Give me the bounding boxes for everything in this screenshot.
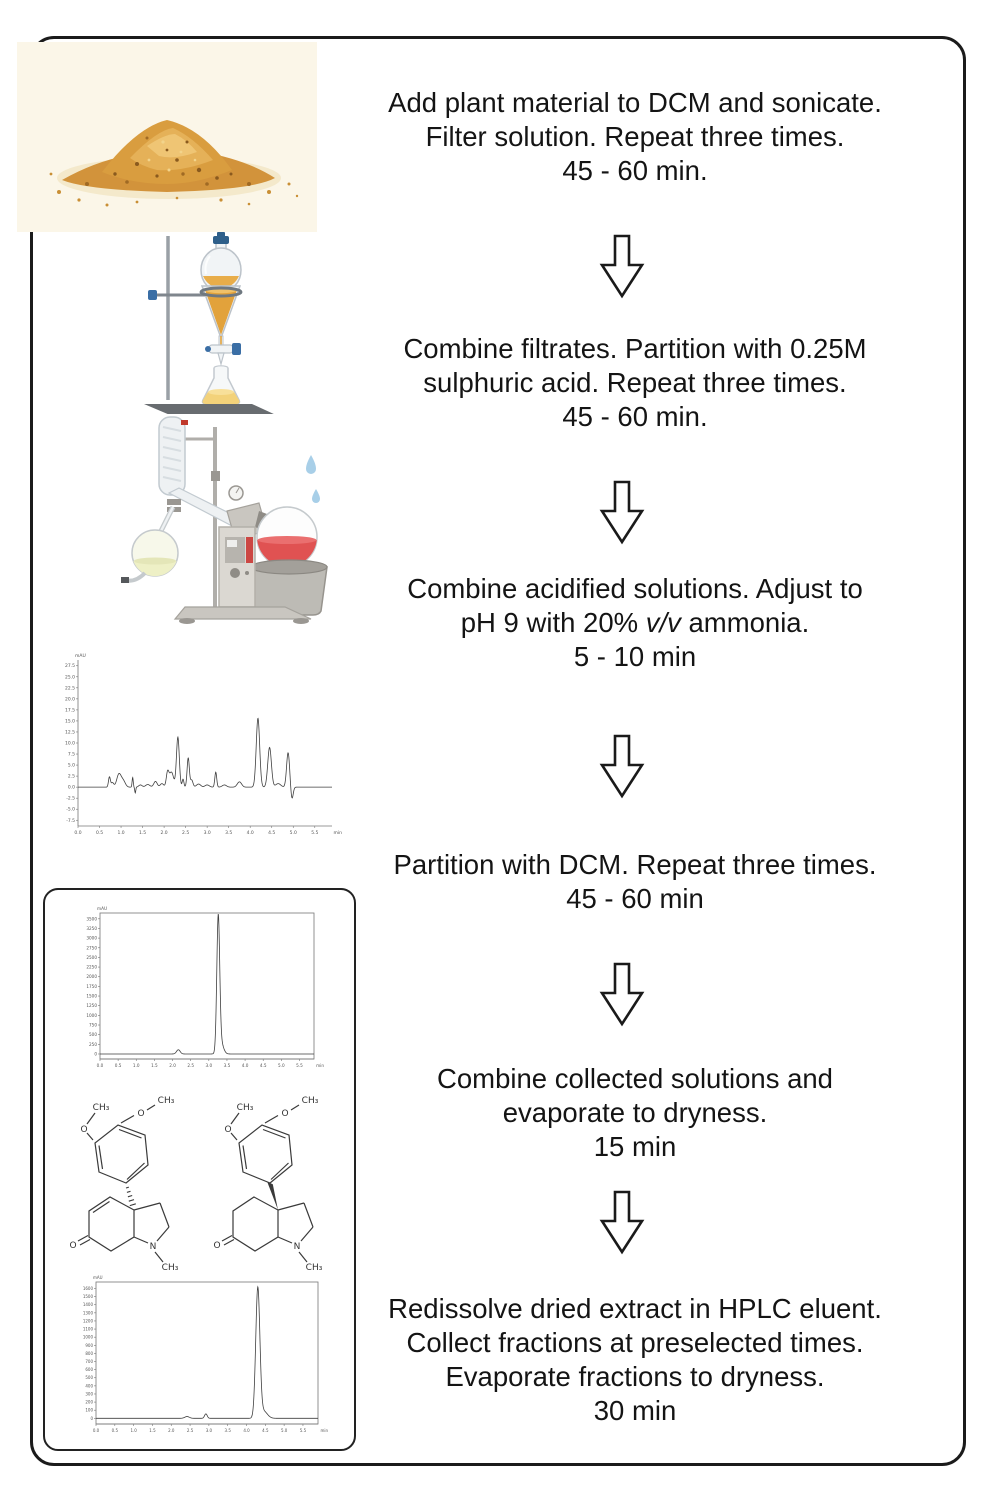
atom-label-methyl: CH₃ [236, 1103, 254, 1113]
svg-text:1250: 1250 [86, 1003, 97, 1009]
svg-text:min: min [333, 831, 342, 836]
step-duration: 15 min [593, 1131, 677, 1162]
svg-text:4.0: 4.0 [246, 831, 254, 836]
svg-text:25.0: 25.0 [64, 675, 75, 681]
vv-italic: v/v [645, 607, 681, 638]
svg-text:400: 400 [85, 1383, 93, 1389]
step-line: Evaporate fractions to dryness. [445, 1361, 825, 1392]
svg-text:2.0: 2.0 [169, 1063, 176, 1068]
svg-text:250: 250 [89, 1041, 97, 1047]
svg-text:10.0: 10.0 [64, 741, 75, 747]
atom-label-methyl: CH₃ [161, 1263, 179, 1271]
svg-text:5.0: 5.0 [280, 1428, 288, 1433]
step-text-3 [325, 572, 945, 674]
plant-material-photo [17, 42, 317, 232]
svg-text:1.5: 1.5 [138, 831, 147, 836]
svg-text:0.0: 0.0 [96, 1063, 104, 1068]
svg-text:1100: 1100 [82, 1326, 93, 1332]
step-text-5 [325, 1062, 945, 1164]
step-line: Partition with DCM. Repeat three times. [393, 849, 877, 880]
svg-text:2250: 2250 [86, 964, 97, 970]
step-line-part: ammonia. [680, 607, 810, 638]
svg-text:1.0: 1.0 [132, 1063, 140, 1068]
down-arrow-icon [598, 233, 646, 299]
svg-text:300: 300 [85, 1391, 93, 1397]
atom-label-methyl: CH₃ [301, 1096, 319, 1106]
atom-label-oxygen: O [137, 1109, 145, 1119]
step-line: Combine filtrates. Partition with 0.25M [403, 333, 867, 364]
svg-text:900: 900 [85, 1342, 93, 1348]
hplc-chromatogram-purified [74, 903, 326, 1075]
svg-text:4.5: 4.5 [262, 1428, 269, 1433]
step-duration: 45 - 60 min. [562, 401, 708, 432]
step-line: sulphuric acid. Repeat three times. [423, 367, 847, 398]
svg-text:1.0: 1.0 [117, 831, 125, 836]
step-line: evaporate to dryness. [502, 1097, 768, 1128]
svg-text:750: 750 [89, 1022, 97, 1028]
svg-text:3000: 3000 [86, 935, 97, 941]
svg-text:3.5: 3.5 [225, 831, 233, 836]
svg-text:15.0: 15.0 [64, 719, 75, 725]
svg-text:1750: 1750 [86, 983, 97, 989]
svg-text:4.0: 4.0 [241, 1063, 249, 1068]
svg-text:1.0: 1.0 [130, 1428, 137, 1433]
svg-text:27.5: 27.5 [64, 664, 75, 670]
step-text-2 [325, 332, 945, 434]
svg-text:5.5: 5.5 [299, 1428, 307, 1433]
svg-text:3.5: 3.5 [224, 1428, 231, 1433]
svg-text:0.0: 0.0 [67, 785, 75, 791]
svg-text:5.0: 5.0 [67, 763, 75, 769]
atom-label-nitrogen: N [149, 1242, 157, 1252]
svg-text:2.5: 2.5 [182, 831, 190, 836]
svg-text:5.0: 5.0 [278, 1063, 285, 1068]
svg-text:4.0: 4.0 [243, 1428, 250, 1433]
svg-text:20.0: 20.0 [64, 697, 75, 703]
step-line-part: pH 9 with 20% [460, 607, 646, 638]
separatory-funnel-illustration [128, 232, 283, 414]
svg-text:0.5: 0.5 [114, 1063, 122, 1068]
svg-text:2.0: 2.0 [160, 831, 168, 836]
plant-material-pile [17, 42, 317, 232]
svg-text:min: min [316, 1063, 324, 1068]
svg-text:5.5: 5.5 [311, 831, 319, 836]
step-line: Add plant material to DCM and sonicate. [388, 87, 882, 118]
atom-label-oxygen: O [224, 1125, 232, 1135]
svg-text:2500: 2500 [86, 954, 97, 960]
svg-text:0.5: 0.5 [95, 831, 104, 836]
svg-text:2.5: 2.5 [67, 774, 75, 780]
svg-text:1300: 1300 [82, 1310, 93, 1316]
svg-text:3500: 3500 [86, 916, 97, 922]
atom-label-oxygen: O [80, 1125, 88, 1135]
svg-text:1500: 1500 [86, 993, 97, 999]
step-duration: 30 min [593, 1395, 677, 1426]
step-text-4 [325, 848, 945, 916]
svg-text:mAU: mAU [93, 1275, 103, 1280]
svg-text:2000: 2000 [86, 974, 97, 980]
hplc-chromatogram-fraction [70, 1272, 330, 1440]
svg-text:1200: 1200 [82, 1318, 93, 1324]
step-line: Redissolve dried extract in HPLC eluent. [388, 1293, 882, 1324]
svg-text:-7.5: -7.5 [66, 818, 75, 824]
step-duration: 45 - 60 min. [562, 155, 708, 186]
svg-text:1.5: 1.5 [151, 1063, 158, 1068]
svg-text:12.5: 12.5 [64, 730, 75, 736]
svg-text:500: 500 [89, 1032, 97, 1038]
svg-text:mAU: mAU [97, 906, 108, 911]
chemical-structure-mesembrenone [64, 1086, 209, 1271]
svg-text:4.5: 4.5 [268, 831, 276, 836]
svg-text:2.0: 2.0 [168, 1428, 175, 1433]
svg-text:22.5: 22.5 [64, 686, 75, 692]
hplc-chromatogram-crude [52, 650, 344, 842]
atom-label-oxygen: O [69, 1241, 77, 1251]
svg-text:2750: 2750 [86, 945, 97, 951]
svg-text:2.5: 2.5 [187, 1063, 195, 1068]
step-line: Combine acidified solutions. Adjust to [407, 573, 863, 604]
svg-text:3.0: 3.0 [205, 1063, 213, 1068]
atom-label-methyl: CH₃ [305, 1263, 323, 1271]
down-arrow-icon [598, 1189, 646, 1255]
step-line: Combine collected solutions and [437, 1063, 833, 1094]
step-duration: 5 - 10 min [573, 641, 697, 672]
atom-label-methyl: CH₃ [157, 1096, 175, 1106]
step-duration: 45 - 60 min [566, 883, 704, 914]
svg-text:3250: 3250 [86, 925, 97, 931]
down-arrow-icon [598, 733, 646, 799]
svg-text:2.5: 2.5 [186, 1428, 194, 1433]
svg-text:1500: 1500 [82, 1294, 93, 1300]
atom-label-nitrogen: N [293, 1242, 301, 1252]
step-line [325, 606, 945, 640]
svg-text:800: 800 [85, 1350, 93, 1356]
svg-text:5.0: 5.0 [289, 831, 297, 836]
svg-text:-5.0: -5.0 [66, 807, 75, 813]
svg-text:5.5: 5.5 [296, 1063, 303, 1068]
atom-label-oxygen: O [281, 1109, 289, 1119]
svg-text:700: 700 [85, 1359, 93, 1365]
svg-text:0.5: 0.5 [111, 1428, 119, 1433]
rotary-evaporator-illustration [115, 415, 335, 625]
svg-text:-2.5: -2.5 [66, 796, 75, 802]
svg-text:mAU: mAU [75, 654, 86, 659]
step-line: Collect fractions at preselected times. [406, 1327, 864, 1358]
svg-text:3.0: 3.0 [203, 831, 211, 836]
svg-text:600: 600 [85, 1367, 93, 1373]
svg-text:4.5: 4.5 [259, 1063, 267, 1068]
svg-text:1000: 1000 [82, 1334, 93, 1340]
svg-text:17.5: 17.5 [64, 708, 75, 714]
svg-text:100: 100 [85, 1407, 93, 1413]
atom-label-methyl: CH₃ [92, 1103, 110, 1113]
svg-text:1.5: 1.5 [149, 1428, 156, 1433]
svg-text:3.5: 3.5 [223, 1063, 231, 1068]
down-arrow-icon [598, 961, 646, 1027]
svg-text:min: min [320, 1428, 328, 1433]
svg-text:0.0: 0.0 [74, 831, 82, 836]
svg-text:200: 200 [85, 1399, 93, 1405]
svg-text:1000: 1000 [86, 1012, 97, 1018]
svg-text:1400: 1400 [82, 1302, 93, 1308]
svg-text:7.5: 7.5 [67, 752, 75, 758]
svg-text:0: 0 [94, 1051, 97, 1057]
svg-text:1600: 1600 [82, 1285, 93, 1291]
step-line: Filter solution. Repeat three times. [425, 121, 845, 152]
down-arrow-icon [598, 479, 646, 545]
step-text-6 [325, 1292, 945, 1428]
svg-text:0.0: 0.0 [92, 1428, 100, 1433]
svg-text:3.0: 3.0 [205, 1428, 213, 1433]
step-text-1 [325, 86, 945, 188]
svg-text:0: 0 [90, 1415, 93, 1421]
atom-label-oxygen: O [213, 1241, 221, 1251]
svg-text:500: 500 [85, 1375, 93, 1381]
